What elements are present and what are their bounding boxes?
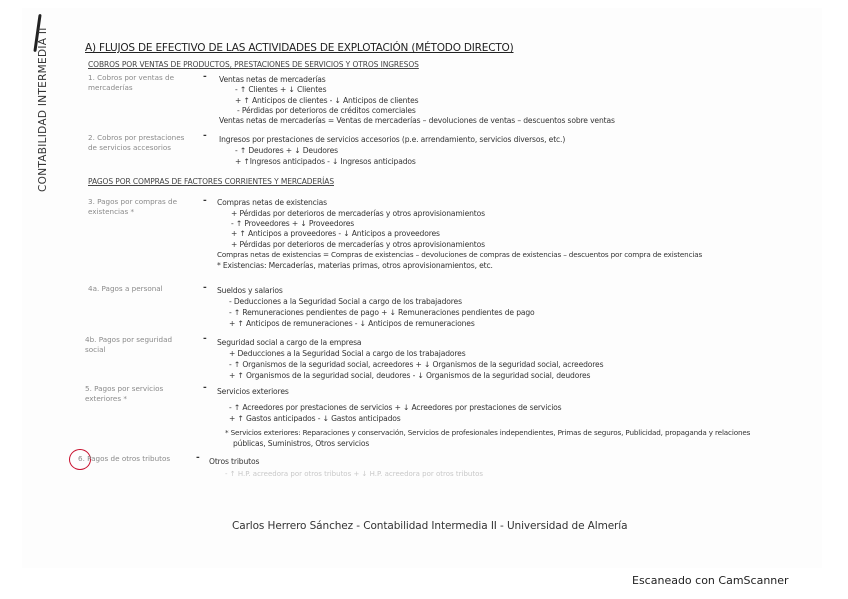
item-dash-4a: - <box>203 283 207 293</box>
item-4a-line: - ↑ Remuneraciones pendientes de pago + ↓ Remuneraciones pendientes de pago <box>229 308 535 317</box>
item-2-line: Ingresos por prestaciones de servicios accesorios (p.e. arrendamiento, servicios diversos, etc.) <box>219 135 566 144</box>
section-title: A) FLUJOS DE EFECTIVO DE LAS ACTIVIDADES DE EXPLOTACIÓN (MÉTODO DIRECTO) <box>85 42 514 54</box>
item-4b-line: - ↑ Organismos de la seguridad social, acreedores + ↓ Organismos de la seguridad social, acreedores <box>229 360 604 369</box>
item-1-line: Ventas netas de mercaderías = Ventas de mercaderías – devoluciones de ventas – descuentos sobre ventas <box>219 116 615 125</box>
item-5-line: + ↑ Gastos anticipados - ↓ Gastos anticipados <box>229 414 401 423</box>
item-3-line: Compras netas de existencias = Compras de existencias – devoluciones de compras de existencias – descuentos por compra de existencias <box>217 250 703 259</box>
item-label-2: 2. Cobros por prestaciones de servicios accesorios <box>88 133 185 152</box>
item-dash-3: - <box>203 196 207 206</box>
item-6-line-faded: - ↑ H.P. acreedora por otros tributos + ↓ H.P. acreedora por otros tributos <box>225 470 484 478</box>
item-5-line: públicas, Suministros, Otros servicios <box>233 439 370 448</box>
item-label-1: 1. Cobros por ventas de mercaderías <box>88 73 175 92</box>
item-1-line: - ↑ Clientes + ↓ Clientes <box>235 85 327 94</box>
item-4a-line: - Deducciones a la Seguridad Social a cargo de los trabajadores <box>229 297 462 306</box>
item-3-line: * Existencias: Mercaderías, materias primas, otros aprovisionamientos, etc. <box>217 261 493 270</box>
item-1-line: + ↑ Anticipos de clientes - ↓ Anticipos de clientes <box>235 96 419 105</box>
item-3-line: - ↑ Proveedores + ↓ Proveedores <box>231 219 355 228</box>
item-label-5: 5. Pagos por servicios exteriores * <box>85 384 164 403</box>
subtitle-pagos: PAGOS POR COMPRAS DE FACTORES CORRIENTES Y MERCADERÍAS <box>88 177 334 186</box>
scanner-watermark: Escaneado con CamScanner <box>632 574 789 587</box>
item-label-3: 3. Pagos por compras de existencias * <box>88 197 178 216</box>
item-label-4a: 4a. Pagos a personal <box>88 284 163 293</box>
item-2-line: + ↑Ingresos anticipados - ↓ Ingresos anticipados <box>235 157 416 166</box>
item-1-line: - Pérdidas por deterioros de créditos comerciales <box>237 106 416 115</box>
item-5-line: * Servicios exteriores: Reparaciones y conservación, Servicios de profesionales independientes, Primas de seguros, Publicidad, propaganda y relaciones <box>225 428 751 437</box>
sidebar-label: CONTABILIDAD INTERMEDIA II <box>37 27 49 192</box>
item-label-4b: 4b. Pagos por seguridad social <box>85 335 173 354</box>
item-3-line: + Pérdidas por deterioros de mercaderías y otros aprovisionamientos <box>231 209 485 218</box>
item-dash-6: - <box>196 453 200 463</box>
item-3-line: + Pérdidas por deterioros de mercaderías y otros aprovisionamientos <box>231 240 485 249</box>
item-1-line: Ventas netas de mercaderías <box>219 75 326 84</box>
item-4b-line: Seguridad social a cargo de la empresa <box>217 338 362 347</box>
item-4b-line: + Deducciones a la Seguridad Social a cargo de los trabajadores <box>229 349 466 358</box>
item-dash-1: - <box>203 72 207 82</box>
subtitle-cobros: COBROS POR VENTAS DE PRODUCTOS, PRESTACIONES DE SERVICIOS Y OTROS INGRESOS <box>88 60 419 69</box>
item-5-line: - ↑ Acreedores por prestaciones de servicios + ↓ Acreedores por prestaciones de servicios <box>229 403 562 412</box>
item-label-6: 6. Pagos de otros tributos <box>78 454 171 463</box>
item-4a-line: + ↑ Anticipos de remuneraciones - ↓ Anticipos de remuneraciones <box>229 319 475 328</box>
item-4a-line: Sueldos y salarios <box>217 286 283 295</box>
item-dash-2: - <box>203 131 207 141</box>
item-2-line: - ↑ Deudores + ↓ Deudores <box>235 146 338 155</box>
item-3-line: Compras netas de existencias <box>217 198 327 207</box>
item-4b-line: + ↑ Organismos de la seguridad social, deudores - ↓ Organismos de la seguridad social, deudores <box>229 371 591 380</box>
item-5-line: Servicios exteriores <box>217 387 289 396</box>
item-dash-5: - <box>203 383 207 393</box>
page-footer: Carlos Herrero Sánchez - Contabilidad Intermedia II - Universidad de Almería <box>232 520 628 532</box>
item-6-line: Otros tributos <box>209 457 260 466</box>
item-3-line: + ↑ Anticipos a proveedores - ↓ Anticipos a proveedores <box>231 229 440 238</box>
item-dash-4b: - <box>203 334 207 344</box>
